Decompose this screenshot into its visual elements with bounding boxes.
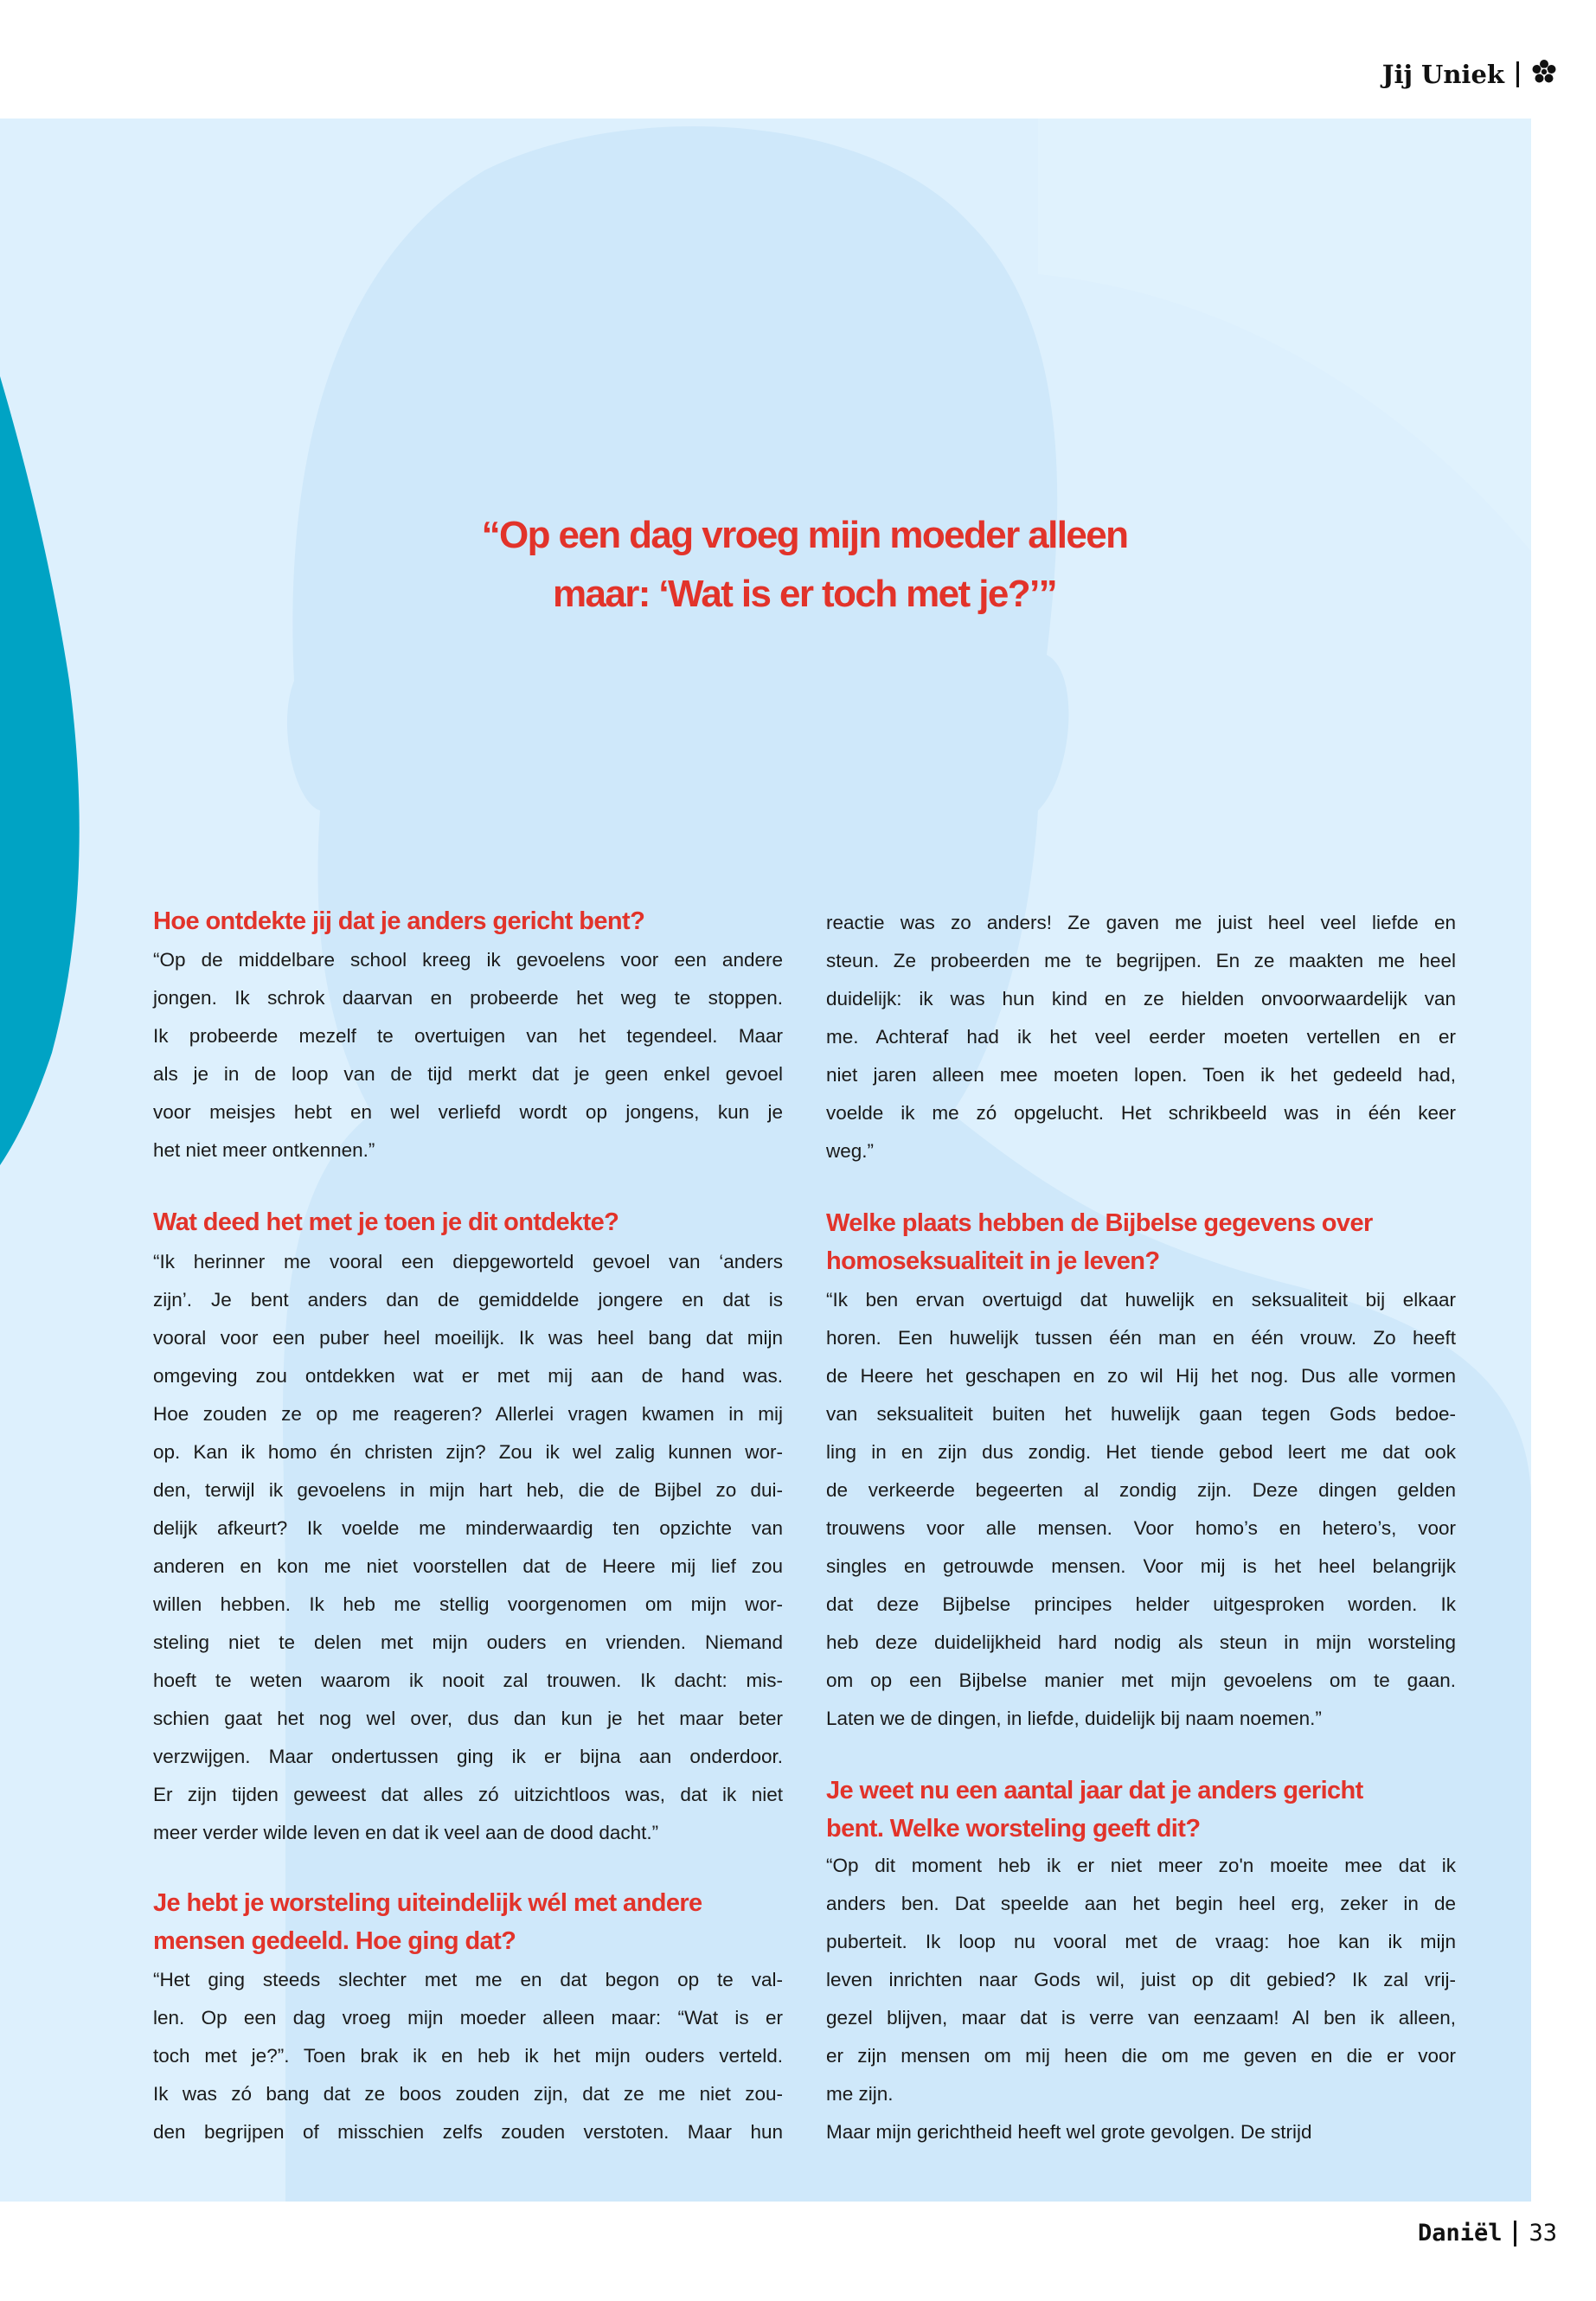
- text-line: zijn’. Je bent anders dan de gemiddelde jongere en dat is: [153, 1289, 783, 1311]
- heading-line: Welke plaats hebben de Bijbelse gegevens over: [826, 1209, 1373, 1237]
- text-line: “Het ging steeds slechter met me en dat begon op te val-: [153, 1969, 783, 1990]
- text-line: “Op dit moment heb ik er niet meer zo'n moeite mee dat ik: [826, 1855, 1456, 1876]
- magazine-name: Daniël: [1417, 2220, 1503, 2247]
- text-line: schien gaat het nog wel over, dus dan kun je het maar beter: [153, 1708, 783, 1729]
- heading-line: homoseksualiteit in je leven?: [826, 1247, 1160, 1275]
- text-line: de Heere het geschapen en zo wil Hij het nog. Dus alle vormen: [826, 1365, 1456, 1387]
- text-line: len. Op een dag vroeg mijn moeder alleen maar: “Wat is er: [153, 2007, 783, 2029]
- text-line: om op een Bijbelse manier met mijn gevoelens om te gaan.: [826, 1670, 1456, 1691]
- answer-paragraph: [153, 941, 783, 1170]
- text-line: als je in de loop van de tijd merkt dat je geen enkel gevoel: [153, 1063, 783, 1085]
- text-line: toch met je?”. Toen brak ik en heb ik het mijn ouders verteld.: [153, 2045, 783, 2067]
- text-line: Hoe zouden ze op me reageren? Allerlei vragen kwamen in mij: [153, 1403, 783, 1425]
- running-header: [1382, 54, 1557, 95]
- heading-line: bent. Welke worsteling geeft dit?: [826, 1815, 1201, 1843]
- text-line: dat deze Bijbelse principes helder uitgesproken worden. Ik: [826, 1593, 1456, 1615]
- question-heading: [153, 902, 783, 940]
- text-line: gezel blijven, maar dat is verre van eenzaam! Al ben ik alleen,: [826, 2007, 1456, 2029]
- question-heading: [826, 1204, 1456, 1280]
- heading-line: mensen gedeeld. Hoe ging dat?: [153, 1927, 516, 1955]
- text-line: den begrijpen of misschien zelfs zouden verstoten. Maar hun: [153, 2121, 783, 2143]
- text-line: voelde ik me zó opgelucht. Het schrikbeeld was in één keer: [826, 1102, 1456, 1124]
- text-line: heb deze duidelijkheid hard nodig als steun in mijn worsteling: [826, 1631, 1456, 1653]
- pull-quote: [285, 506, 1324, 624]
- text-line: de verkeerde begeerten al zondig zijn. Deze dingen gelden: [826, 1479, 1456, 1501]
- heading-line: Wat deed het met je toen je dit ontdekte?: [153, 1208, 619, 1236]
- text-line: omgeving zou ontdekken wat er met mij aan de hand was.: [153, 1365, 783, 1387]
- divider: [1514, 2221, 1516, 2247]
- answer-paragraph: [153, 1243, 783, 1852]
- text-line: verzwijgen. Maar ondertussen ging ik er bijna aan onderdoor.: [153, 1746, 783, 1767]
- text-line: “Ik herinner me vooral een diepgeworteld gevoel van ‘anders: [153, 1251, 783, 1272]
- text-line: den, terwijl ik gevoelens in mijn hart heb, die de Bijbel zo dui-: [153, 1479, 783, 1501]
- question-heading: [153, 1203, 783, 1241]
- answer-paragraph: [826, 1281, 1456, 1738]
- text-line: Laten we de dingen, in liefde, duidelijk bij naam noemen.”: [826, 1708, 1322, 1729]
- text-line: steun. Ze probeerden me te begrijpen. En ze maakten me heel: [826, 950, 1456, 971]
- text-line: niet jaren alleen mee moeten lopen. Toen ik het gedeeld had,: [826, 1064, 1456, 1086]
- text-line: Maar mijn gerichtheid heeft wel grote gevolgen. De strijd: [826, 2121, 1312, 2143]
- text-line: jongen. Ik schrok daarvan en probeerde het weg te stoppen.: [153, 987, 783, 1009]
- text-line: Ik probeerde mezelf te overtuigen van het tegendeel. Maar: [153, 1025, 783, 1047]
- text-line: me. Achteraf had ik het veel eerder moeten vertellen en er: [826, 1026, 1456, 1048]
- text-line: voor meisjes hebt en wel verliefd wordt op jongens, kun je: [153, 1101, 783, 1123]
- text-line: Er zijn tijden geweest dat alles zó uitzichtloos was, dat ik niet: [153, 1784, 783, 1805]
- text-line: weg.”: [826, 1140, 875, 1162]
- text-line: Ik was zó bang dat ze boos zouden zijn, dat ze me niet zou-: [153, 2083, 783, 2105]
- answer-paragraph: [826, 1847, 1456, 2113]
- question-heading: [826, 1772, 1456, 1848]
- text-line: steling niet te delen met mijn ouders en vrienden. Niemand: [153, 1631, 783, 1653]
- teal-shape: [0, 376, 80, 1165]
- text-line: me zijn.: [826, 2083, 894, 2105]
- text-line: anderen en kon me niet voorstellen dat de Heere mij lief zou: [153, 1555, 783, 1577]
- pull-quote-line: maar: ‘Wat is er toch met je?’”: [552, 573, 1057, 615]
- heading-line: Je hebt je worsteling uiteindelijk wél met andere: [153, 1889, 702, 1917]
- text-line: reactie was zo anders! Ze gaven me juist heel veel liefde en: [826, 912, 1456, 933]
- text-line: “Ik ben ervan overtuigd dat huwelijk en seksualiteit bij elkaar: [826, 1289, 1456, 1311]
- text-line: trouwens voor alle mensen. Voor homo’s en hetero’s, voor: [826, 1517, 1456, 1539]
- text-line: duidelijk: ik was hun kind en ze hielden onvoorwaardelijk van: [826, 988, 1456, 1009]
- text-line: singles en getrouwde mensen. Voor mij is het heel belangrijk: [826, 1555, 1456, 1577]
- answer-paragraph: [826, 904, 1456, 1170]
- text-line: op. Kan ik homo én christen zijn? Zou ik wel zalig kunnen wor-: [153, 1441, 783, 1463]
- heading-line: Hoe ontdekte jij dat je anders gericht bent?: [153, 907, 645, 935]
- text-line: willen hebben. Ik heb me stellig voorgenomen om mijn wor-: [153, 1593, 783, 1615]
- divider: [1516, 61, 1519, 87]
- question-heading: [153, 1884, 783, 1960]
- answer-paragraph: [826, 2113, 1456, 2151]
- text-line: ling in en zijn dus zondig. Het tiende gebod leert me dat ook: [826, 1441, 1456, 1463]
- text-line: het niet meer ontkennen.”: [153, 1139, 375, 1161]
- text-line: leven inrichten naar Gods wil, juist op dit gebied? Ik zal vrij-: [826, 1969, 1456, 1990]
- text-line: puberteit. Ik loop nu vooral met de vraag: hoe kan ik mijn: [826, 1931, 1456, 1952]
- answer-paragraph: [153, 1961, 783, 2151]
- pull-quote-line: “Op een dag vroeg mijn moeder alleen: [481, 514, 1128, 556]
- text-line: hoeft te weten waarom ik nooit zal trouwen. Ik dacht: mis-: [153, 1670, 783, 1691]
- text-line: van seksualiteit buiten het huwelijk gaan tegen Gods bedoe-: [826, 1403, 1456, 1425]
- text-line: vooral voor een puber heel moeilijk. Ik was heel bang dat mijn: [153, 1327, 783, 1349]
- heading-line: Je weet nu een aantal jaar dat je anders gericht: [826, 1777, 1363, 1804]
- text-line: horen. Een huwelijk tussen één man en één vrouw. Zo heeft: [826, 1327, 1456, 1349]
- page-number: 33: [1529, 2220, 1557, 2247]
- flower-icon: [1531, 59, 1557, 91]
- text-line: er zijn mensen om mij heen die om me geven en die er voor: [826, 2045, 1456, 2067]
- text-line: meer verder wilde leven en dat ik veel aan de dood dacht.”: [153, 1822, 659, 1843]
- text-line: “Op de middelbare school kreeg ik gevoelens voor een andere: [153, 949, 783, 971]
- text-line: anders ben. Dat speelde aan het begin heel erg, zeker in de: [826, 1893, 1456, 1914]
- page-footer: [1418, 2220, 1557, 2247]
- text-line: delijk afkeurt? Ik voelde me minderwaardig ten opzichte van: [153, 1517, 783, 1539]
- section-title: Jij Uniek: [1381, 60, 1504, 89]
